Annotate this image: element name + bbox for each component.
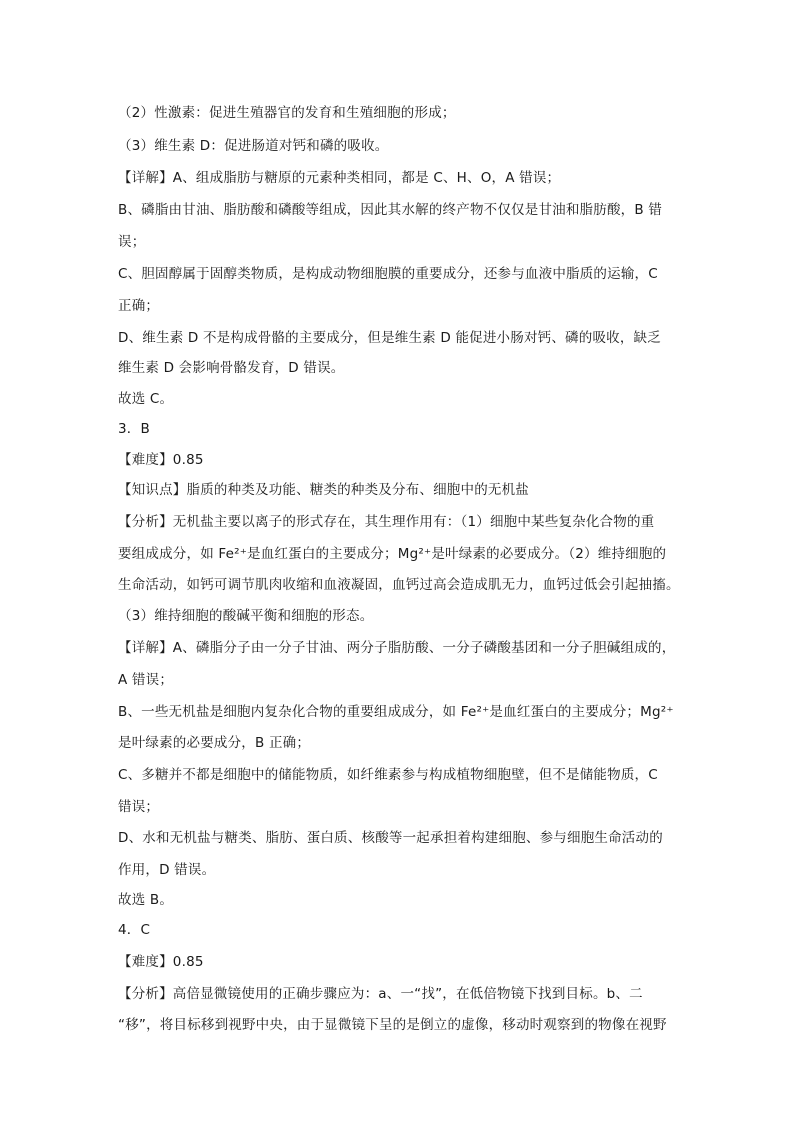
text-line: 误； [118,234,146,250]
text-line: 【详解】A、组成脂肪与糖原的元素种类相同，都是 C、H、O，A 错误； [118,170,561,186]
text-line: C、多糖并不都是细胞中的储能物质，如纤维素参与构成植物细胞壁，但不是储能物质，C [118,767,658,783]
text-line: （2）性激素：促进生殖器官的发育和生殖细胞的形成； [118,105,456,121]
text-line: 故选 C。 [118,391,174,407]
text-line: 作用，D 错误。 [118,862,216,878]
difficulty: 【难度】0.85 [118,954,204,970]
text-line: “移”，将目标移到视野中央，由于显微镜下呈的是倒立的虚像，移动时观察到的物像在视野 [118,1017,667,1033]
question-answer: 3．B [118,421,150,437]
text-line: D、水和无机盐与糖类、脂肪、蛋白质、核酸等一起承担着构建细胞、参与细胞生命活动的 [118,830,663,846]
question-answer: 4．C [118,922,151,938]
text-line: 是叶绿素的必要成分，B 正确； [118,735,311,751]
text-line: 【分析】高倍显微镜使用的正确步骤应为：a、一“找”，在低倍物镜下找到目标。b、二 [118,986,643,1002]
text-line: 【详解】A、磷脂分子由一分子甘油、两分子脂肪酸、一分子磷酸基团和一分子胆碱组成的， [118,640,676,656]
text-line: 错误； [118,799,160,815]
text-line: 正确； [118,298,160,314]
text-line: C、胆固醇属于固醇类物质，是构成动物细胞膜的重要成分，还参与血液中脂质的运输，C [118,266,658,282]
difficulty: 【难度】0.85 [118,452,204,468]
text-line: （3）维生素 D：促进肠道对钙和磷的吸收。 [118,138,389,154]
text-line: A 错误； [118,672,174,688]
text-line: 故选 B。 [118,892,174,908]
text-line: D、维生素 D 不是构成骨骼的主要成分，但是维生素 D 能促进小肠对钙、磷的吸收，缺乏 [118,330,661,346]
text-line: 要组成成分，如 Fe²⁺是血红蛋白的主要成分；Mg²⁺是叶绿素的必要成分。（2）维持细胞的 [118,546,667,562]
text-line: B、磷脂由甘油、脂肪酸和磷酸等组成，因此其水解的终产物不仅仅是甘油和脂肪酸，B 错 [118,202,663,218]
text-line: 【分析】无机盐主要以离子的形式存在，其生理作用有：（1）细胞中某些复杂化合物的重 [118,514,655,530]
knowledge-points: 【知识点】脂质的种类及功能、糖类的种类及分布、细胞中的无机盐 [118,482,529,498]
text-line: 生命活动，如钙可调节肌肉收缩和血液凝固，血钙过高会造成肌无力，血钙过低会引起抽搐。 [118,577,680,593]
text-line: （3）维持细胞的酸碱平衡和细胞的形态。 [118,608,374,624]
text-line: 维生素 D 会影响骨骼发育，D 错误。 [118,360,345,376]
text-line: B、一些无机盐是细胞内复杂化合物的重要组成成分，如 Fe²⁺是血红蛋白的主要成分；Mg²⁺ [118,704,674,720]
